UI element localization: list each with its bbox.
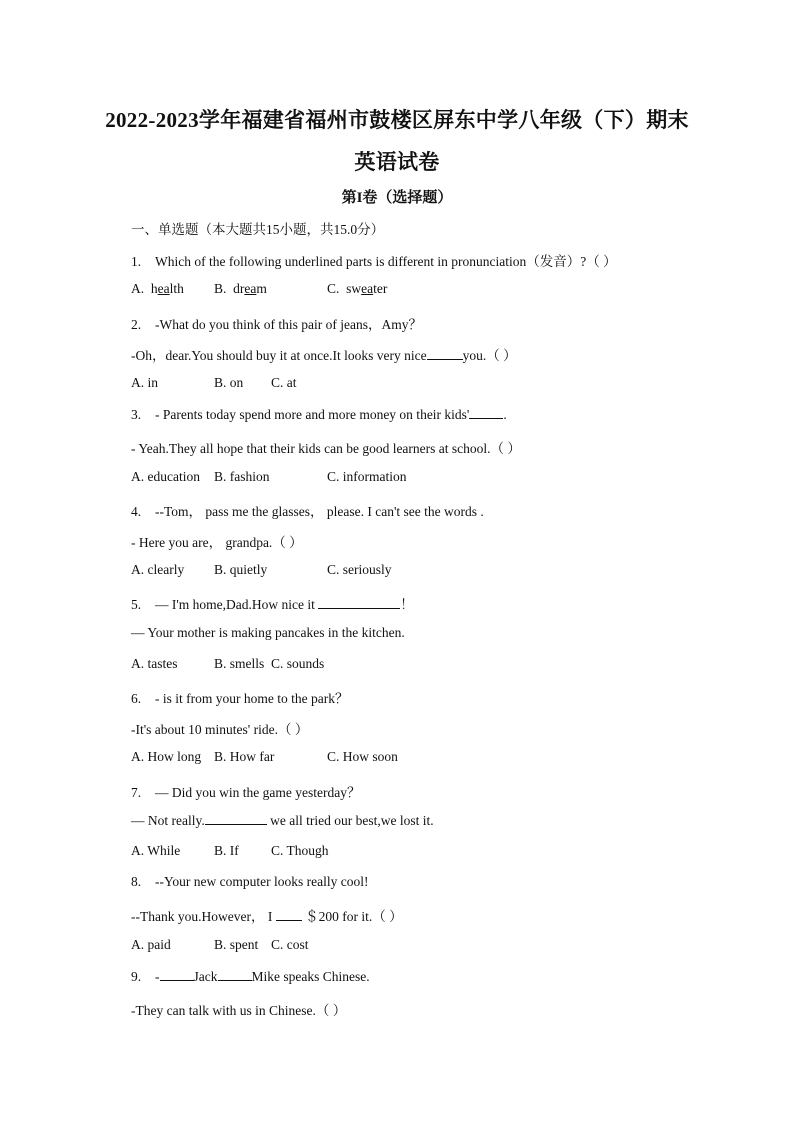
underlined-part: ea [361, 281, 374, 296]
option-text-pre: sw [346, 281, 362, 296]
question-3-stem [131, 406, 507, 423]
option-letter: A. [131, 281, 145, 296]
exam-title-line2: 英语试卷 [354, 150, 440, 174]
question-number: 9. [131, 969, 142, 984]
question-9-stem [131, 968, 370, 985]
question-8-stem [131, 874, 368, 890]
question-text: Mike speaks Chinese. [251, 969, 370, 984]
question-1-option-c [327, 281, 387, 297]
question-number: 7. [131, 785, 142, 800]
question-4-option-c: C. seriously [327, 562, 392, 577]
question-9-line2: -They can talk with us in Chinese.（ ） [131, 1003, 347, 1018]
question-6-option-a: A. How long [131, 749, 202, 764]
option-letter: B. [214, 281, 227, 296]
question-text: — I'm home,Dad.How nice it [155, 597, 315, 612]
question-7-line2 [131, 812, 434, 829]
question-text: we all tried our best,we lost it. [266, 813, 434, 828]
option-text-post: m [256, 281, 267, 296]
question-6-option-c: C. How soon [327, 749, 398, 764]
question-number: 4. [131, 504, 142, 519]
question-6-stem [131, 687, 348, 707]
question-text: - [155, 969, 160, 984]
question-4-line2: - Here you are， grandpa.（ ） [131, 535, 303, 550]
question-5-stem [131, 593, 414, 613]
question-4-option-b: B. quietly [214, 562, 268, 577]
question-3-option-b: B. fashion [214, 469, 270, 484]
question-8-option-c: C. cost [271, 937, 309, 952]
underlined-part: ea [157, 281, 170, 296]
question-2-option-c: C. at [271, 375, 297, 390]
question-1-option-a [131, 281, 184, 297]
question-text: --Your new computer looks really cool! [155, 874, 369, 889]
answer-blank [318, 596, 400, 609]
question-7-option-c: C. Though [271, 843, 329, 858]
question-text: ！ [400, 597, 414, 612]
question-text: - Parents today spend more and more money on their kids' [155, 407, 470, 422]
option-text-post: ter [373, 281, 388, 296]
question-text: -What do you think of this pair of jeans，Amy？ [155, 317, 422, 332]
question-5-option-a: A. tastes [131, 656, 178, 671]
question-7-stem [131, 781, 360, 801]
question-text: ＄200 for it.（ ） [301, 909, 403, 924]
question-text: you.（ ） [462, 348, 517, 363]
question-5-option-b: B. smells [214, 656, 265, 671]
part-heading: 第I卷（选择题） [341, 190, 453, 206]
question-number: 3. [131, 407, 142, 422]
question-3-line2: - Yeah.They all hope that their kids can be good learners at school.（ ） [131, 441, 521, 456]
question-8-option-b: B. spent [214, 937, 259, 952]
option-letter: C. [327, 281, 340, 296]
option-text-pre: h [150, 281, 158, 296]
answer-blank [205, 812, 267, 825]
question-number: 1. [131, 254, 142, 269]
option-text-post: lth [169, 281, 184, 296]
question-6-option-b: B. How far [214, 749, 275, 764]
question-5-line2: — Your mother is making pancakes in the kitchen. [131, 625, 405, 640]
question-2-stem [131, 313, 422, 333]
question-text: Jack [193, 969, 218, 984]
question-7-option-b: B. If [214, 843, 239, 858]
section-heading: 一、单选题（本大题共15小题，共15.0分） [131, 222, 385, 237]
question-1-stem [131, 250, 617, 270]
question-number: 6. [131, 691, 142, 706]
question-text: - is it from your home to the park？ [155, 691, 349, 706]
question-text: . [503, 407, 507, 422]
question-number: 8. [131, 874, 142, 889]
question-3-option-a: A. education [131, 469, 200, 484]
question-text: --Tom， pass me the glasses， please. I can't see the words . [155, 504, 484, 519]
answer-blank [276, 908, 302, 921]
question-text: -Oh，dear.You should buy it at once.It looks very nice [131, 348, 427, 363]
question-text: Which of the following underlined parts is different in pronunciation（发音）?（ ） [155, 254, 617, 269]
answer-blank [160, 968, 194, 981]
question-number: 5. [131, 597, 142, 612]
question-4-stem [131, 500, 484, 520]
question-3-option-c: C. information [327, 469, 407, 484]
question-8-option-a: A. paid [131, 937, 171, 952]
question-text: — Not really. [131, 813, 205, 828]
answer-blank [469, 406, 503, 419]
question-number: 2. [131, 317, 142, 332]
question-8-line2 [131, 905, 403, 925]
answer-blank [218, 968, 252, 981]
question-5-option-c: C. sounds [271, 656, 325, 671]
question-2-line2 [131, 344, 517, 364]
question-7-option-a: A. While [131, 843, 181, 858]
question-1-option-b [214, 281, 267, 297]
question-text: --Thank you.However， I [131, 909, 273, 924]
question-2-option-b: B. on [214, 375, 244, 390]
question-2-option-a: A. in [131, 375, 158, 390]
question-4-option-a: A. clearly [131, 562, 185, 577]
underlined-part: ea [244, 281, 257, 296]
answer-blank [427, 347, 463, 360]
question-6-line2: -It's about 10 minutes' ride.（ ） [131, 722, 309, 737]
option-text-pre: dr [233, 281, 245, 296]
exam-title-line1: 2022-2023学年福建省福州市鼓楼区屏东中学八年级（下）期末 [105, 108, 689, 132]
question-text: — Did you win the game yesterday？ [155, 785, 361, 800]
